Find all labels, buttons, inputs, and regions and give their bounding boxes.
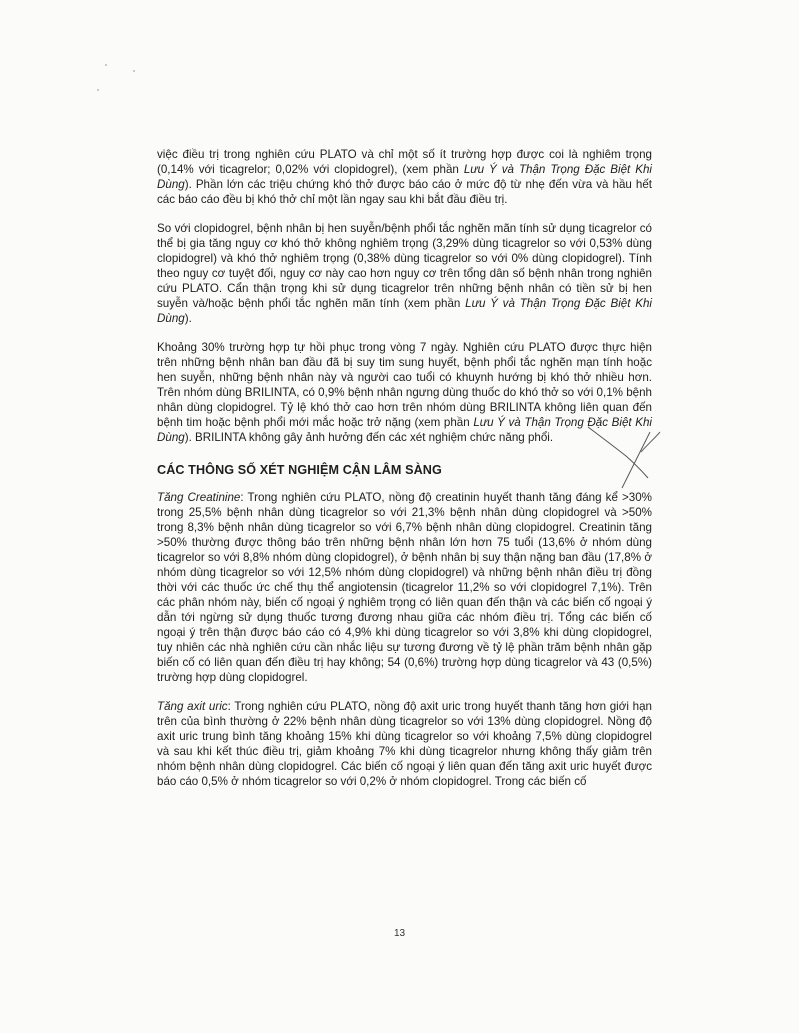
- paragraph-text: ). Phần lớn các triệu chứng khó thở được báo cáo ở mức độ từ nhẹ đến vừa và hầu hết các báo cáo đều bị khó thở chỉ một lần ngay sau khi bắt đầu điều trị.: [157, 178, 652, 206]
- paragraph-text: việc điều trị trong nghiên cứu PLATO và chỉ một số ít trường hợp được coi là nghiêm trọng (0,14% với ticagrelor; 0,02% với clopidogrel), (xem phần: [157, 148, 652, 176]
- italic-text: Lưu Ý và Thận Trọng Đặc Biệt Khi Dùng: [157, 297, 652, 325]
- paragraph-text: So với clopidogrel, bệnh nhân bị hen suyễn/bệnh phổi tắc nghẽn mãn tính sử dụng ticagrelor có thể bị gia tăng nguy cơ khó thở không nghiêm trọng (3,29% dùng ticagrelor so với 0,53% dùng clopidogrel) và khó thở nghiêm trọng (0,38% dùng ticagrelor so với 0% dùng clopidogrel). Tính theo nguy cơ tuyệt đối, nguy cơ này cao hơn nguy cơ trên tổng dân số bệnh nhân trong nghiên cứu PLATO. Cẩn thận trọng khi sử dụng ticagrelor trên những bệnh nhân có tiền sử bị hen suyễn và/hoặc bệnh phổi tắc nghẽn mãn tính (xem phần: [157, 222, 652, 310]
- italic-text: Tăng Creatinine: [157, 491, 241, 504]
- paragraph-text: : Trong nghiên cứu PLATO, nồng độ axit uric trong huyết thanh tăng hơn giới hạn trên của bình thường ở 22% bệnh nhân dùng ticagrelor so với 13% dùng clopidogrel. Nồng độ axit uric trung bình tăng khoảng 15% khi dùng ticagrelor so với khoảng 7,5% dùng clopidogrel và sau khi kết thúc điều trị, giảm khoảng 7% khi dùng ticagrelor nhưng không thấy giảm trên nhóm bệnh nhân dùng clopidogrel. Các biến cố ngoại ý liên quan đến tăng axit uric huyết được báo cáo 0,5% ở nhóm ticagrelor so với 0,2% ở nhóm clopidogrel. Trong các biến cố: [157, 700, 653, 788]
- italic-text: Tăng axit uric: [157, 700, 228, 713]
- section-heading: CÁC THÔNG SỐ XÉT NGHIỆM CẬN LÂM SÀNG: [157, 463, 442, 477]
- italic-text: Lưu Ý và Thận Trọng Đặc Biệt Khi Dùng: [157, 163, 652, 191]
- italic-text: Lưu Ý và Thận Trọng Đặc Biệt Khi Dùng: [157, 416, 652, 444]
- paragraph-text: : Trong nghiên cứu PLATO, nồng độ creatinin huyết thanh tăng đáng kể >30% trong 25,5% bệnh nhân dùng ticagrelor so với 21,3% bệnh nhân dùng clopidogrel và >50% trong 8,3% bệnh nhân dùng ticagrelor so với 6,7% bệnh nhân dùng clopidogrel. Creatinin tăng >50% thường được thông báo trên những bệnh nhân lớn hơn 75 tuổi (13,6% ở nhóm dùng ticagrelor so với 8,8% nhóm dùng clopidogrel), ở bệnh nhân bị suy thận nặng ban đầu (17,8% ở nhóm dùng ticagrelor so với 12,5% nhóm dùng clopidogrel) và những bệnh nhân điều trị đồng thời với các thuốc ức chế thụ thể angiotensin (ticagrelor 11,2% so với clopidogrel 7,1%). Trên các phân nhóm này, biến cố ngoại ý nghiêm trọng có liên quan đến thận và các biến cố ngoại ý dẫn tới ngừng sử dụng thuốc tương đương nhau giữa các nhóm điều trị. Tổng các biến cố ngoại ý trên thận được báo cáo có 4,9% khi dùng ticagrelor so với 3,8% khi dùng clopidogrel, tuy nhiên các nhà nghiên cứu cần nhắc liệu sự tương đương về tỷ lệ phần trăm bệnh nhân gặp biến cố có liên quan đến điều trị hay không; 54 (0,6%) trường hợp dùng ticagrelor và 43 (0,5%) trường hợp dùng clopidogrel.: [157, 491, 652, 684]
- page-number: 13: [393, 928, 406, 939]
- paragraph-text: ). BRILINTA không gây ảnh hưởng đến các xét nghiệm chức năng phổi.: [184, 431, 554, 444]
- paragraph-text: Khoảng 30% trường hợp tự hồi phục trong vòng 7 ngày. Nghiên cứu PLATO được thực hiện trên những bệnh nhân ban đầu đã bị suy tim sung huyết, bệnh phổi tắc nghẽn mạn tính hoặc hen suyễn, những bệnh nhân này và người cao tuổi có khuynh hướng bị khó thở nhiều hơn. Trên nhóm dùng BRILINTA, có 0,9% bệnh nhân ngưng dùng thuốc do khó thở so với 0,1% bệnh nhân dùng clopidogrel. Tỷ lệ khó thở cao hơn trên nhóm dùng BRILINTA không liên quan đến bệnh tim hoặc bệnh phổi mới mắc hoặc trở nặng (xem phần: [157, 341, 652, 429]
- paragraph-text: ).: [184, 312, 192, 325]
